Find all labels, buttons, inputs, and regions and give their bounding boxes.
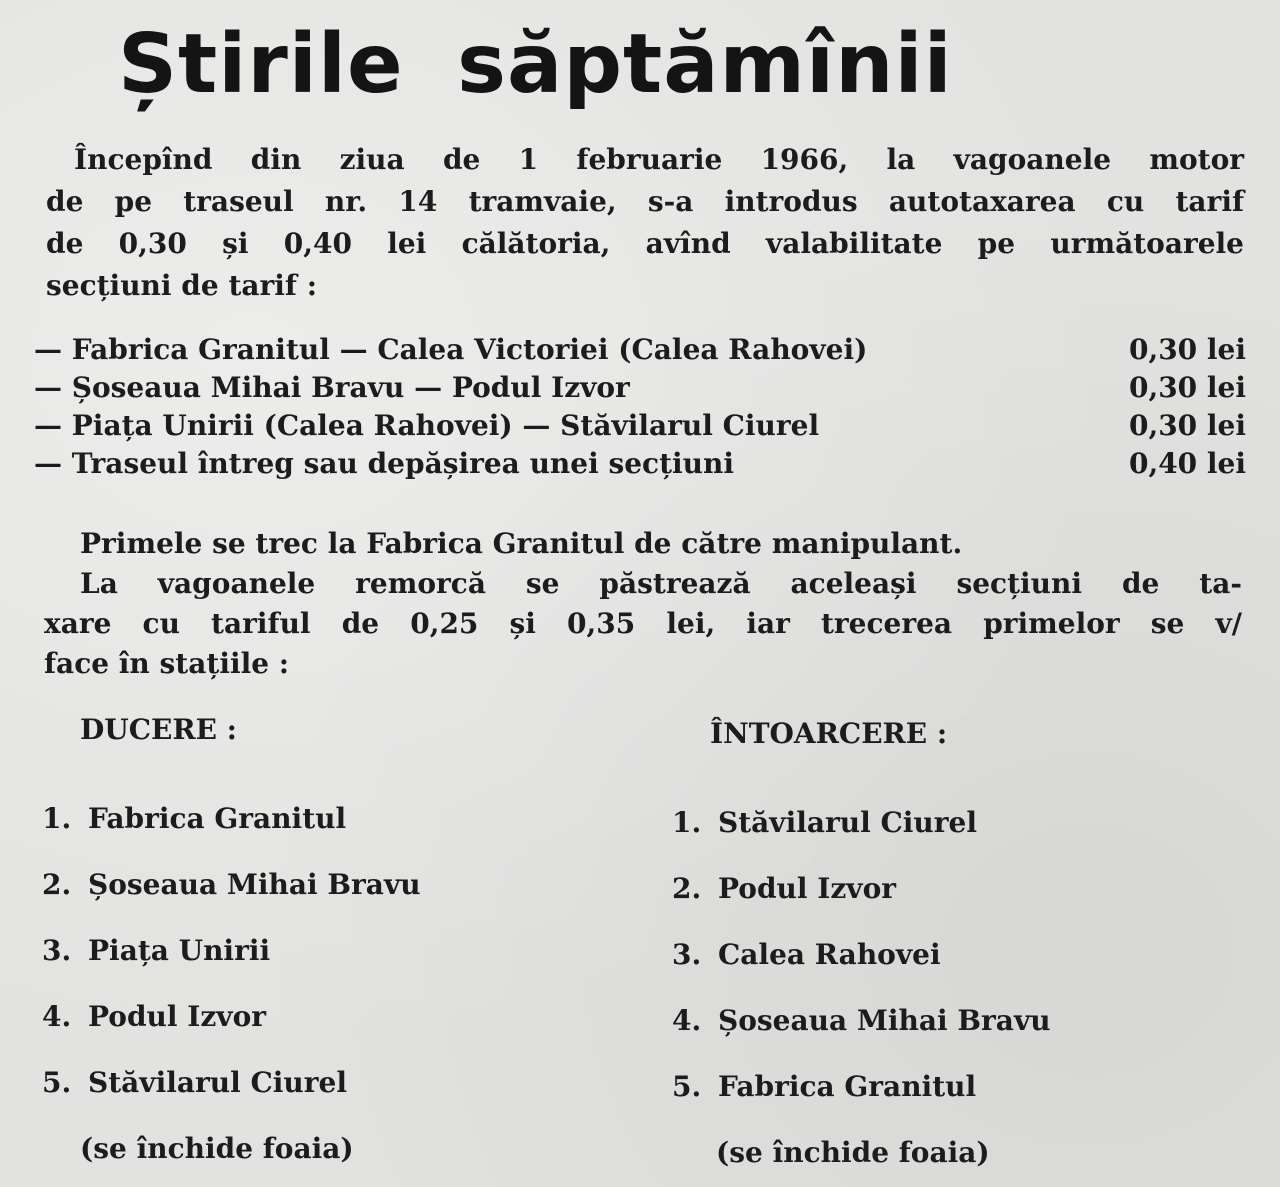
stop-name: Podul Izvor [718,872,896,905]
stop-name: Șoseaua Mihai Bravu [88,868,421,901]
intro-line: de pe traseul nr. 14 tramvaie, s-a introdus autotaxarea cu tarif [46,185,1244,218]
stop-item [672,1054,1051,1120]
article-title: Știrile săptămînii [118,17,953,112]
intro-line: de 0,30 și 0,40 lei călătoria, avînd valabilitate pe următoarele [46,227,1244,260]
tariff-list [34,331,1246,483]
intoarcere-header: ÎNTOARCERE : [710,717,948,750]
intro-line: secțiuni de tarif : [46,269,318,302]
stop-number: 2. [672,872,702,905]
stop-name: Podul Izvor [88,1000,266,1033]
trailer-paragraph [44,524,1242,684]
stop-number: 1. [672,806,702,839]
tariff-route: — Șoseaua Mihai Bravu — Podul Izvor [34,371,630,404]
tariff-route: — Traseul întreg sau depășirea unei secțiuni [34,447,735,480]
stop-item [42,1050,421,1116]
tariff-price: 0,30 lei [1128,371,1246,404]
paragraph-line: face în stațiile : [44,647,290,680]
tariff-row [34,331,1246,369]
intoarcere-column [672,714,1051,1186]
tariff-price: 0,30 lei [1128,333,1246,366]
ducere-header: DUCERE : [80,713,238,746]
stop-item [672,856,1051,922]
stop-item [42,852,421,918]
intro-paragraph [46,139,1244,307]
stop-number: 5. [672,1070,702,1103]
stop-number: 2. [42,868,72,901]
stop-name: Stăvilarul Ciurel [88,1066,347,1099]
stop-number: 3. [42,934,72,967]
tariff-price: 0,30 lei [1128,409,1246,442]
stop-item [672,922,1051,988]
stop-item [42,984,421,1050]
stop-name: Fabrica Granitul [88,802,347,835]
stop-name: Stăvilarul Ciurel [718,806,977,839]
stop-item [42,918,421,984]
stop-item [672,988,1051,1054]
tariff-route: — Piața Unirii (Calea Rahovei) — Stăvilarul Ciurel [34,409,820,442]
paragraph-line: Primele se trec la Fabrica Granitul de către manipulant. [80,527,963,560]
stop-name: Piața Unirii [88,934,271,967]
stop-number: 1. [42,802,72,835]
stop-item [42,786,421,852]
tariff-route: — Fabrica Granitul — Calea Victoriei (Calea Rahovei) [34,333,868,366]
stop-number: 3. [672,938,702,971]
paragraph-line: xare cu tariful de 0,25 și 0,35 lei, iar trecerea primelor se v/ [44,607,1242,640]
tariff-row [34,445,1246,483]
tariff-price: 0,40 lei [1128,447,1246,480]
ducere-column [42,710,421,1182]
ducere-closing-note: (se închide foaia) [80,1132,354,1165]
stop-item [672,790,1051,856]
tariff-row [34,407,1246,445]
stop-name: Șoseaua Mihai Bravu [718,1004,1051,1037]
stop-name: Calea Rahovei [718,938,941,971]
tariff-row [34,369,1246,407]
stop-number: 4. [672,1004,702,1037]
paragraph-line: La vagoanele remorcă se păstrează aceleași secțiuni de ta- [80,567,1242,600]
stop-number: 5. [42,1066,72,1099]
intoarcere-closing-note: (se închide foaia) [716,1136,990,1169]
stop-name: Fabrica Granitul [718,1070,977,1103]
intro-line: Începînd din ziua de 1 februarie 1966, la vagoanele motor [74,143,1244,176]
stop-number: 4. [42,1000,72,1033]
